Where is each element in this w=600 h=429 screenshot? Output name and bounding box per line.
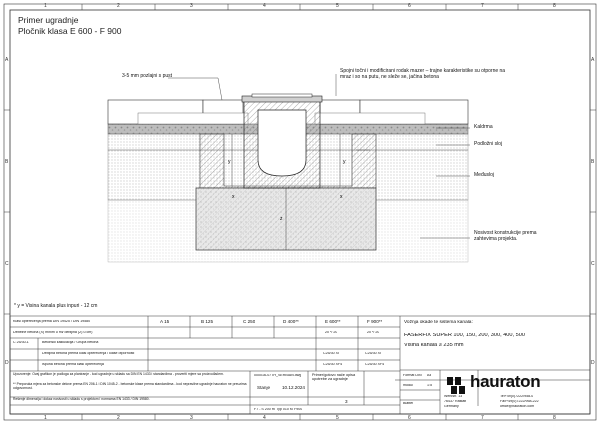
grid-col-6: 6 [408, 3, 411, 9]
grid-row-c: C [5, 261, 9, 267]
scale-label: modul [403, 384, 413, 387]
grid-col-5-bottom: 5 [336, 415, 339, 421]
purpose-note: Primer/gotovo nače opisa upotrebe za ugradnje [312, 373, 356, 382]
grid-row-b: B [5, 159, 9, 165]
address-country: Germany [444, 405, 459, 408]
thickness-e600: 20 */ 20 [325, 331, 338, 334]
grid-row-d: D [5, 360, 9, 366]
phone: Tel+49(0)7222/958-0 [500, 395, 534, 398]
grid-col-2: 2 [117, 3, 120, 9]
concrete-grade: C 25/30-1 [13, 341, 29, 344]
class-d400: D 400** [283, 320, 299, 324]
grid-col-8-bottom: 8 [553, 415, 556, 421]
footnote: * y = Visina kanala plus inpuri - 12 cm [14, 303, 98, 309]
system-heading: Vožnja okade te sistema kanala: [404, 320, 473, 325]
grid-col-6-bottom: 6 [408, 415, 411, 421]
svg-text:y: y [228, 159, 231, 165]
grid-row-a-right: A [591, 57, 595, 63]
page-number: 3 [345, 400, 348, 404]
fill-concrete-desc: Ispuna betona prema klasi opterećenja [42, 363, 104, 366]
product-range: FASERFIX SUPER 100, 150, 200, 300, 400, 500 [404, 333, 525, 338]
grid-row-b-right: B [591, 159, 595, 165]
status-date: 10.12.2024 [282, 386, 305, 390]
fax: Fax+49(0)7222/958-222 [500, 400, 539, 403]
podlozni-label: Podložni sloj [474, 141, 503, 147]
concrete-class-f900: C25/30 XI [365, 352, 381, 355]
format-value: A4 [427, 374, 432, 377]
legal-note-1: Upozorenje: Ovaj grafikon je podloga za planiranje - kod ugradnje u skladu sa DIN EN 1433 i standardima - proveriti mjere sa proizvođačem. [13, 372, 224, 376]
grid-row-a: A [5, 57, 9, 63]
sealant-label: Spojni točni i modificirani rodak mazer – trajne karakteristike su otporne na mraz i so na putu, ne sleže se, jačina betona [340, 68, 506, 81]
grid-col-2-bottom: 2 [117, 415, 120, 421]
load-class-label: Klasi opterećenja prema DIN 19425 / DIN 19580 [13, 320, 91, 323]
scale-value: 1:5 [427, 384, 432, 387]
grid-col-5: 5 [336, 3, 339, 9]
hauraton-logo-icon [447, 377, 465, 394]
grid-col-3-bottom: 3 [190, 415, 193, 421]
thickness-f900: 20 */ 20 [367, 331, 380, 334]
grid-col-3: 3 [190, 3, 193, 9]
email: office@hauraton.com [500, 405, 535, 408]
brand-name: hauraton [470, 372, 541, 391]
svg-text:x: x [340, 194, 343, 200]
grid-col-8: 8 [553, 3, 556, 9]
svg-text:z: z [280, 216, 283, 222]
address-street: Werkstr. 13 [444, 395, 463, 398]
class-e600: E 600** [325, 320, 341, 324]
grid-row-d-right: D [591, 360, 595, 366]
concrete-grade-desc: Betonski kalkulacija / Grupa betona [42, 341, 99, 344]
medusloj-label: Međusloj [474, 172, 495, 178]
grid-col-7: 7 [481, 3, 484, 9]
grid-row-c-right: C [591, 261, 595, 267]
class-b125: B 125 [201, 320, 214, 324]
fill-concrete-f900: C25/30 XF4 [365, 363, 385, 366]
class-a15: A 15 [160, 320, 170, 324]
grid-col-4-bottom: 4 [263, 415, 266, 421]
drawing-subtitle: Pločnik klasa E 600 - F 900 [18, 26, 122, 36]
concrete-class-e600: C25/30 XI [323, 352, 339, 355]
joint-label: 3-5 mm pozlajni s pust [122, 73, 173, 79]
grid-col-4: 4 [263, 3, 266, 9]
drawing-title: Primer ugradnje [18, 15, 79, 25]
svg-text:y: y [343, 159, 346, 165]
kaldrma-label: Kaldrma [474, 124, 493, 130]
fill-concrete-e600: C25/30 XF4 [323, 363, 343, 366]
grid-col-1-bottom: 1 [44, 415, 47, 421]
concrete-class-desc: Debljina betona prema klasi opterećenja / klase otpornosti [42, 352, 135, 355]
format-label: Format DIN [403, 374, 422, 377]
address-city: 76437 Rastatt [444, 400, 467, 403]
sheets-label: Blätter [403, 402, 414, 405]
nosivost-label: Nosivost konstrukcije prema zahtevima projekta. [474, 230, 537, 243]
class-c250: C 250 [243, 320, 256, 324]
status-label: Stanje [257, 386, 271, 390]
grid-col-7-bottom: 7 [481, 415, 484, 421]
svg-text:x: x [232, 194, 235, 200]
class-f900: F 900** [367, 320, 383, 324]
thickness-label: Debeine betona (X) minim u mi/ debljina (Z) u cm) [13, 331, 93, 334]
channel-height: Visina kanala ≥ 235 mm [404, 343, 464, 348]
document-reference: F7 - S 200 Ri Typ 010 Kl F900 [254, 408, 303, 411]
legal-note-2: ** Preporuka mjera za betonske delove prema EN 206-1 i DIN 1045-2 - betonske klase prema standardima - kod nepravilne ugradnje hauraton ne preuzima odgovornost. [13, 382, 247, 390]
legal-note-3: Rešenje dimenzija i dokaz nosivosti u skladu s projektom i normama EN 1433 / DIN 19580. [13, 397, 150, 401]
grid-col-1: 1 [44, 3, 47, 9]
document-number: 000016-07TH_SERBIAN.dwg [254, 374, 302, 377]
